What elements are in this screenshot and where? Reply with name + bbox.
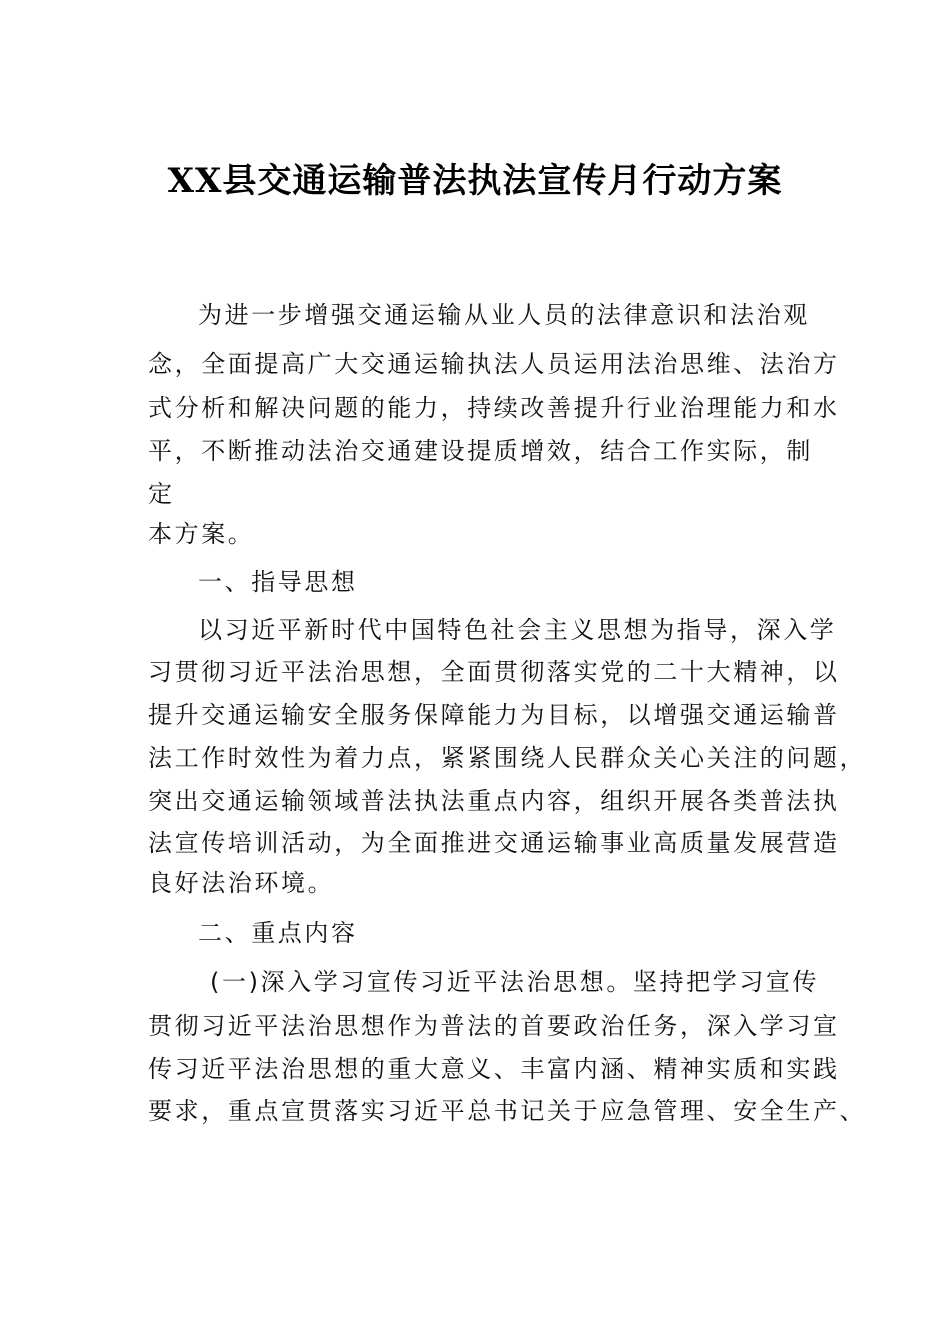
section-heading: 一、指导思想	[198, 568, 358, 596]
intro-line: 定	[148, 480, 175, 508]
intro-line: 为进一步增强交通运输从业人员的法律意识和法治观	[198, 301, 810, 329]
section2-line: (一)深入学习宣传习近平法治思想。坚持把学习宣传	[210, 968, 820, 996]
section2-line: 要求，重点宣贯落实习近平总书记关于应急管理、安全生产、	[148, 1097, 867, 1125]
document-title: XX县交通运输普法执法宣传月行动方案	[167, 161, 783, 201]
section-heading: 二、重点内容	[198, 919, 358, 947]
intro-line: 式分析和解决问题的能力，持续改善提升行业治理能力和水	[148, 394, 840, 422]
intro-line: 平，不断推动法治交通建设提质增效，结合工作实际，制	[148, 437, 813, 465]
section1-line: 法工作时效性为着力点，紧紧围绕人民群众关心关注的问题，	[148, 744, 867, 772]
section1-line: 良好法治环境。	[148, 869, 335, 897]
section1-line: 法宣传培训活动，为全面推进交通运输事业高质量发展营造	[148, 829, 840, 857]
section1-line: 突出交通运输领域普法执法重点内容，组织开展各类普法执	[148, 787, 840, 815]
intro-line: 念，全面提高广大交通运输执法人员运用法治思维、法治方	[148, 350, 840, 378]
intro-line: 本方案。	[148, 520, 255, 548]
section1-line: 以习近平新时代中国特色社会主义思想为指导，深入学	[198, 616, 837, 644]
section2-line: 贯彻习近平法治思想作为普法的首要政治任务，深入学习宣	[148, 1012, 840, 1040]
section1-line: 提升交通运输安全服务保障能力为目标，以增强交通运输普	[148, 701, 840, 729]
section1-line: 习贯彻习近平法治思想，全面贯彻落实党的二十大精神，以	[148, 658, 840, 686]
section2-line: 传习近平法治思想的重大意义、丰富内涵、精神实质和实践	[148, 1055, 840, 1083]
